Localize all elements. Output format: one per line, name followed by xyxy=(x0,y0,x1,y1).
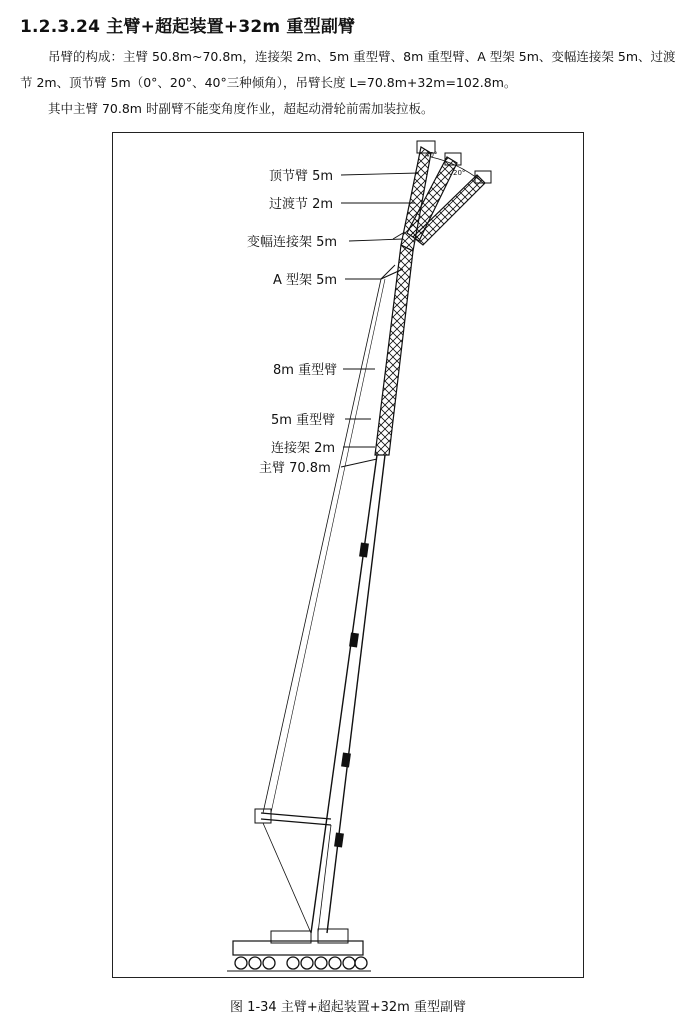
crane-figure xyxy=(112,132,584,978)
crane-carrier xyxy=(227,929,371,971)
label-heavy-5m: 5m 重型臂 xyxy=(271,413,336,428)
jib-truss xyxy=(375,141,491,455)
label-top-section: 顶节臂 5m xyxy=(269,169,334,184)
label-transition-section: 过渡节 2m xyxy=(269,197,334,212)
label-connector-2m: 连接架 2m xyxy=(271,441,336,456)
figure-caption: 图 1-34 主臂+超起装置+32m 重型副臂 xyxy=(230,1000,466,1015)
angle-mark-40: 40° xyxy=(425,151,438,159)
main-boom xyxy=(311,455,385,933)
crane-drawing xyxy=(113,133,585,979)
note-paragraph: 其中主臂 70.8m 时副臂不能变角度作业，超起动滑轮前需加装拉板。 xyxy=(48,101,434,116)
label-heavy-8m: 8m 重型臂 xyxy=(273,363,338,378)
label-luffing-frame: 变幅连接架 5m xyxy=(247,235,338,250)
composition-paragraph: 吊臂的构成：主臂 50.8m~70.8m，连接架 2m、5m 重型臂、8m 重型臂、A 型架 5m、变幅连接架 5m、过渡节 2m、顶节臂 5m（0°、20°、40°三种倾角），吊臂长度 L=70.8m+32m=102.8m。 xyxy=(20,49,676,90)
angle-mark-20: 20° xyxy=(453,169,466,177)
label-a-frame: A 型架 5m xyxy=(273,273,338,288)
label-main-boom: 主臂 70.8m xyxy=(259,461,331,476)
section-heading: 1.2.3.24 主臂+超起装置+32m 重型副臂 xyxy=(20,17,356,37)
a-frame-stays xyxy=(263,233,403,813)
